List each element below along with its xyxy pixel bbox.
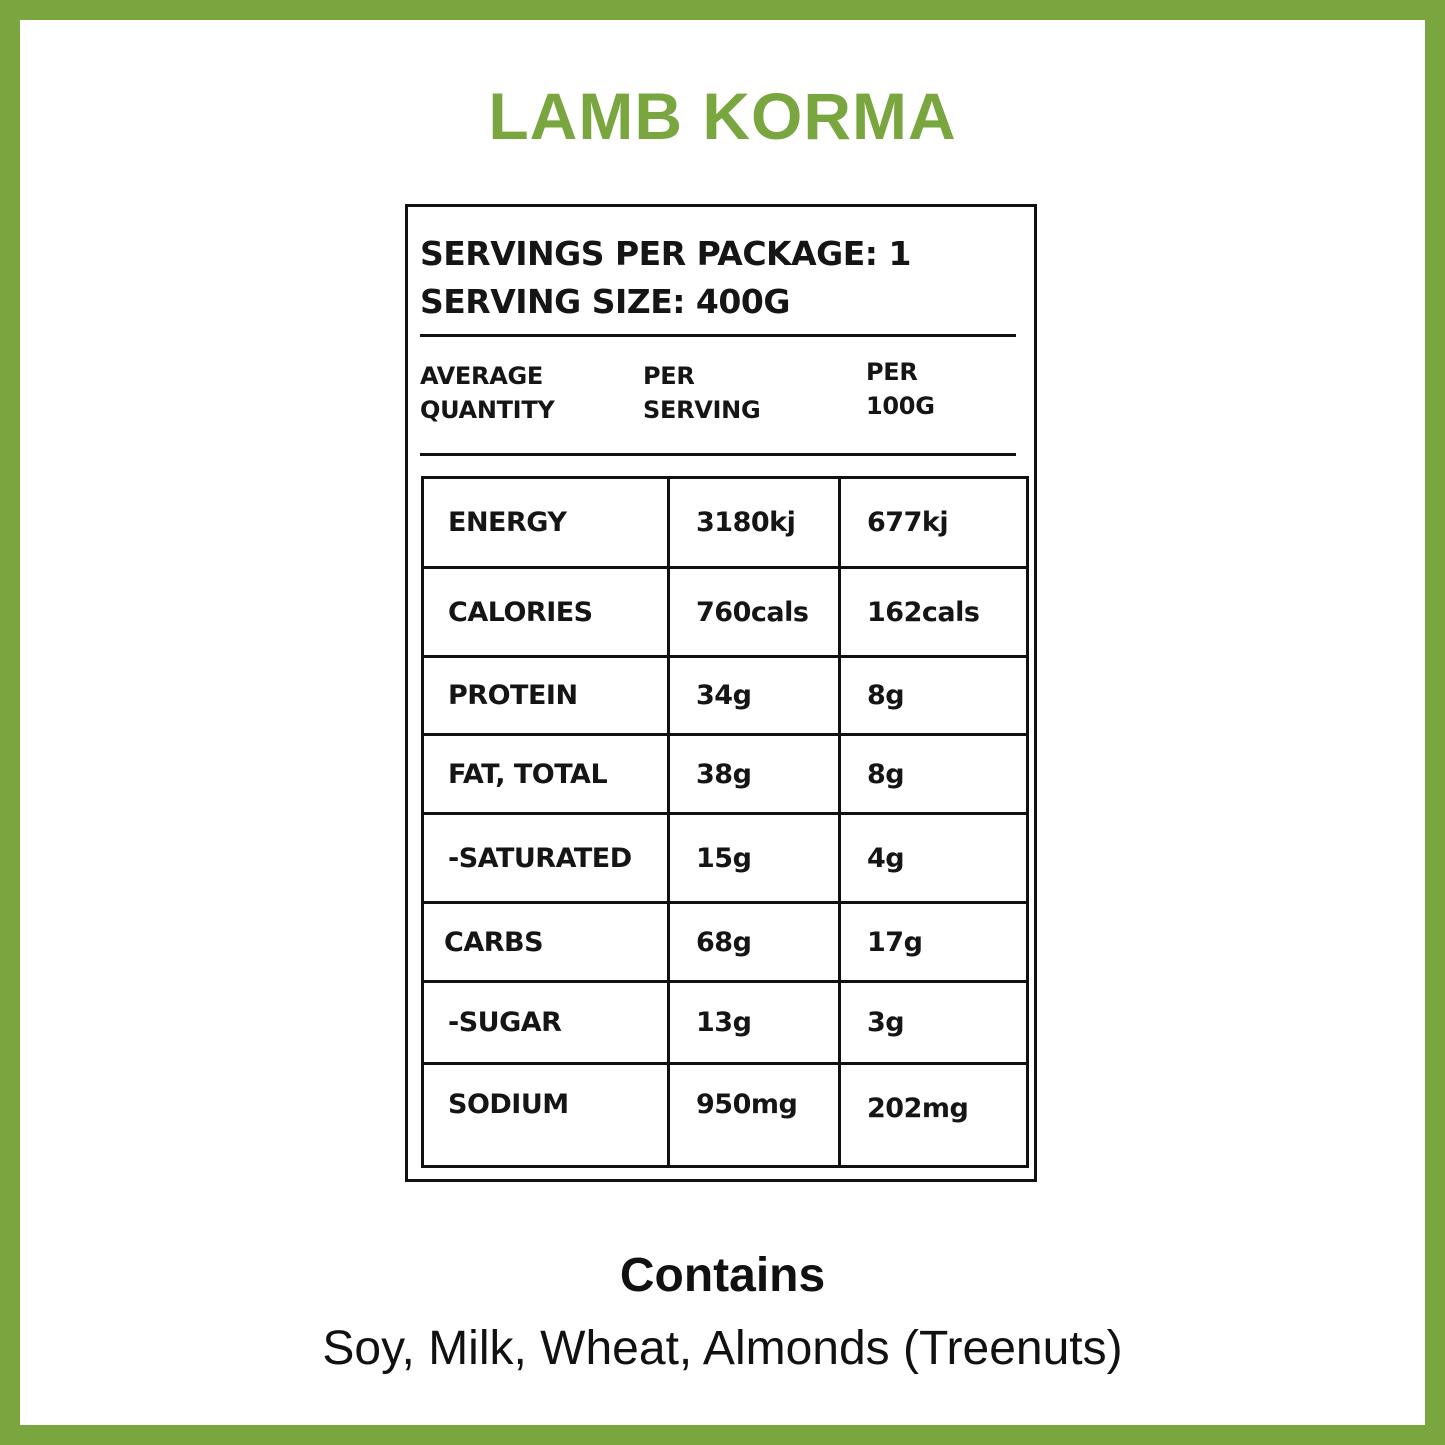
header-divider-top — [420, 334, 1016, 337]
nutrient-per-100g: 8g — [840, 657, 1028, 735]
nutrient-name: CARBS — [423, 903, 669, 982]
table-row — [423, 478, 1028, 568]
nutrient-per-100g: 3g — [840, 982, 1028, 1064]
nutrition-table — [421, 476, 1029, 1168]
nutrient-per-100g: 677kj — [840, 478, 1028, 568]
table-row — [423, 568, 1028, 657]
nutrient-per-100g: 4g — [840, 814, 1028, 903]
nutrient-per-serving: 13g — [669, 982, 840, 1064]
table-row — [423, 814, 1028, 903]
serving-size: SERVING SIZE: 400G — [420, 282, 790, 321]
table-row — [423, 1064, 1028, 1167]
column-header-per-serving — [643, 359, 760, 427]
servings-per-package: SERVINGS PER PACKAGE: 1 — [420, 234, 911, 273]
nutrient-name: ENERGY — [423, 478, 669, 568]
table-row — [423, 657, 1028, 735]
table-row — [423, 903, 1028, 982]
column-header-quantity-line2: QUANTITY — [420, 396, 555, 424]
nutrient-per-100g: 202mg — [840, 1064, 1028, 1167]
serving-info — [420, 230, 911, 326]
header-divider-bottom — [420, 453, 1016, 456]
nutrient-per-100g: 162cals — [840, 568, 1028, 657]
nutrient-per-100g: 17g — [840, 903, 1028, 982]
column-header-quantity — [420, 359, 554, 427]
nutrient-name: FAT, TOTAL — [423, 735, 669, 814]
nutrient-per-serving: 34g — [669, 657, 840, 735]
column-header-per-100g — [866, 355, 935, 423]
nutrient-per-serving: 950mg — [669, 1064, 840, 1167]
nutrient-per-serving: 68g — [669, 903, 840, 982]
column-header-per-100g-line2: 100G — [866, 392, 935, 420]
nutrient-name: CALORIES — [423, 568, 669, 657]
column-header-per-serving-line1: PER — [643, 362, 695, 390]
nutrient-per-serving: 38g — [669, 735, 840, 814]
column-header-quantity-line1: AVERAGE — [420, 362, 543, 390]
allergens-heading: Contains — [619, 1249, 826, 1302]
nutrient-name: -SATURATED — [423, 814, 669, 903]
nutrient-per-serving: 760cals — [669, 568, 840, 657]
nutrient-name: -SUGAR — [423, 982, 669, 1064]
column-header-per-100g-line1: PER — [866, 358, 918, 386]
nutrient-name: PROTEIN — [423, 657, 669, 735]
product-title: LAMB KORMA — [488, 79, 957, 153]
nutrient-per-serving: 15g — [669, 814, 840, 903]
table-row — [423, 982, 1028, 1064]
table-row — [423, 735, 1028, 814]
nutrient-per-100g: 8g — [840, 735, 1028, 814]
allergens-list: Soy, Milk, Wheat, Almonds (Treenuts) — [322, 1322, 1123, 1375]
nutrient-name: SODIUM — [423, 1064, 669, 1167]
column-header-per-serving-line2: SERVING — [643, 396, 761, 424]
nutrient-per-serving: 3180kj — [669, 478, 840, 568]
